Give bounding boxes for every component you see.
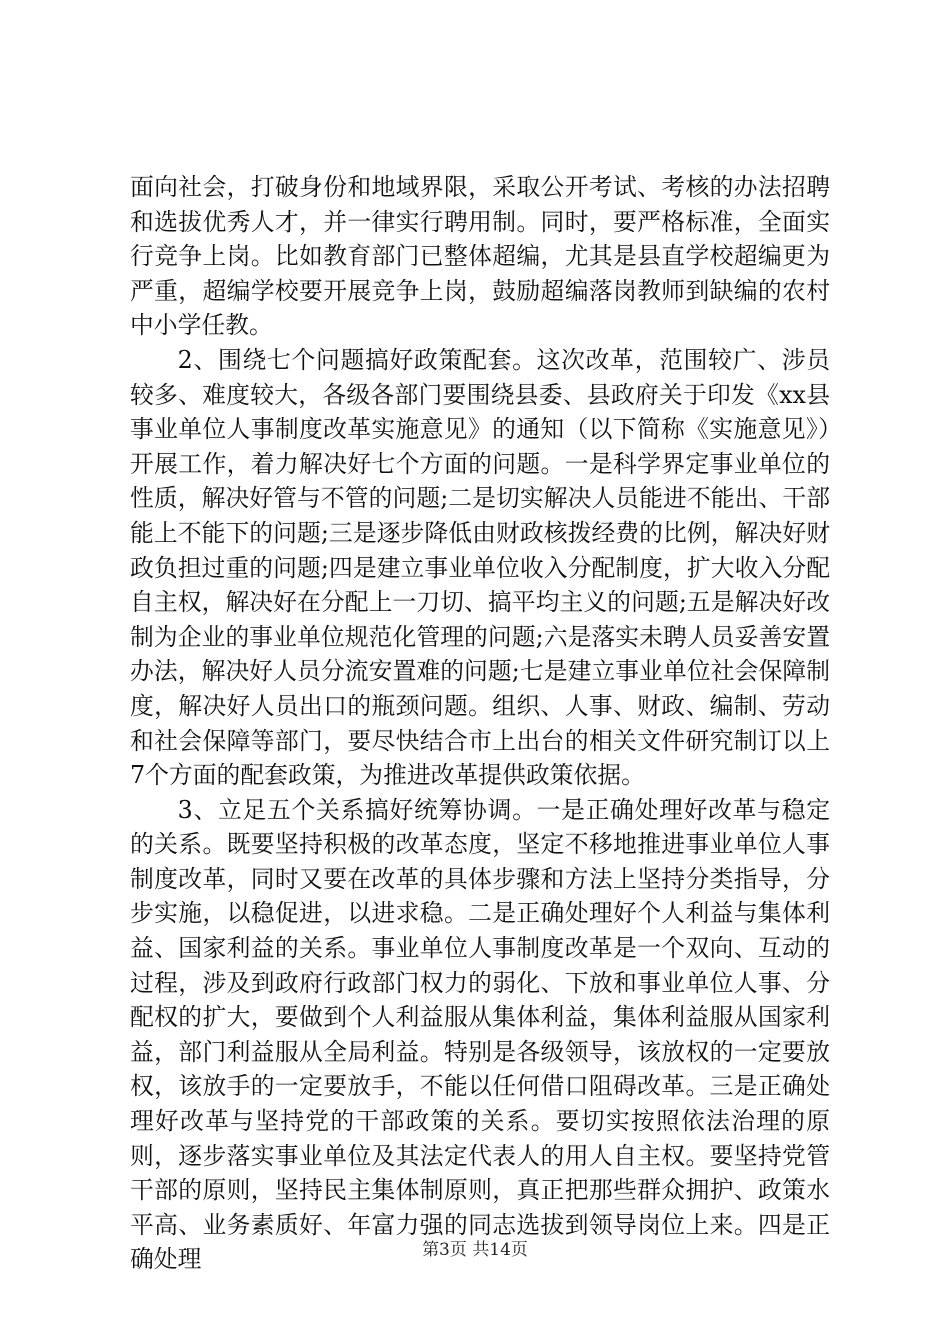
page-footer: 第3页 共14页 <box>422 1240 528 1260</box>
document-body <box>130 170 830 1277</box>
paragraph-policy-support: 2、围绕七个问题搞好政策配套。这次改革，范围较广、涉员较多、难度较大，各级各部门要围绕县委、县政府关于印发《xx县事业单位人事制度改革实施意见》的通知（以下简称《实施意见》）开展工作，着力解决好七个方面的问题。一是科学界定事业单位的性质，解决好管与不管的问题;二是切实解决人员能进不能出、干部能上不能下的问题;三是逐步降低由财政核拨经费的比例，解决好财政负担过重的问题;四是建立事业单位收入分配制度，扩大收入分配自主权，解决好在分配上一刀切、搞平均主义的问题;五是解决好改制为企业的事业单位规范化管理的问题;六是落实未聘人员妥善安置办法，解决好人员分流安置难的问题;七是建立事业单位社会保障制度，解决好人员出口的瓶颈问题。组织、人事、财政、编制、劳动和社会保障等部门，要尽快结合市上出台的相关文件研究制订以上7个方面的配套政策，为推进改革提供政策依据。 <box>130 345 830 790</box>
paragraph-coordination: 3、立足五个关系搞好统筹协调。一是正确处理好改革与稳定的关系。既要坚持积极的改革态度，坚定不移地推进事业单位人事制度改革，同时又要在改革的具体步骤和方法上坚持分类指导，分步实施，以稳促进，以进求稳。二是正确处理好个人利益与集体利益、国家利益的关系。事业单位人事制度改革是一个双向、互动的过程，涉及到政府行政部门权力的弱化、下放和事业单位人事、分配权的扩大，要做到个人利益服从集体利益，集体利益服从国家利益，部门利益服从全局利益。特别是各级领导，该放权的一定要放权，该放手的一定要放手，不能以任何借口阻碍改革。三是正确处理好改革与坚持党的干部政策的关系。要切实按照依法治理的原则，逐步落实事业单位及其法定代表人的用人自主权。要坚持党管干部的原则，坚持民主集体制原则，真正把那些群众拥护、政策水平高、业务素质好、年富力强的同志选拔到领导岗位上来。四是正确处理 <box>130 795 830 1274</box>
paragraph-continuation: 面向社会，打破身份和地域界限，采取公开考试、考核的办法招聘和选拔优秀人才，并一律实行聘用制。同时，要严格标准，全面实行竞争上岗。比如教育部门已整体超编，尤其是县直学校超编更为严重，超编学校要开展竞争上岗，鼓励超编落岗教师到缺编的农村中小学任教。 <box>130 173 830 340</box>
